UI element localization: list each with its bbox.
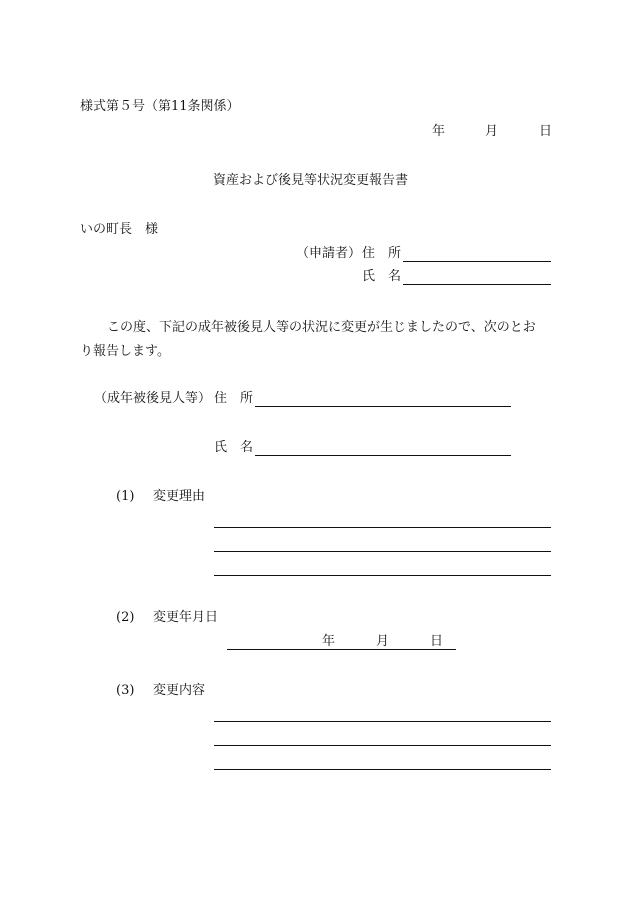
change-date-day-label: 日 <box>430 634 444 649</box>
ward-name-label: 氏 名 <box>214 440 254 455</box>
change-reason-line-3[interactable] <box>214 575 551 576</box>
change-contents-line-2[interactable] <box>214 745 551 746</box>
item-1-number: (1) <box>116 489 135 504</box>
change-contents-line-3[interactable] <box>214 769 551 770</box>
date-month-label: 月 <box>485 124 499 139</box>
ward-address-label: 住 所 <box>214 391 254 406</box>
change-contents-line-1[interactable] <box>214 721 551 722</box>
body-text-line-1: この度、下記の成年被後見人等の状況に変更が生じましたので、次のとお <box>107 320 536 335</box>
body-text-line-2: り報告します。 <box>80 344 170 359</box>
change-date-month-label: 月 <box>376 634 390 649</box>
item-1-label: 変更理由 <box>153 489 206 504</box>
item-3-label: 変更内容 <box>153 683 206 698</box>
item-3-number: (3) <box>116 683 135 698</box>
applicant-name-field[interactable] <box>403 284 551 285</box>
applicant-role-label: （申請者） <box>296 246 362 261</box>
addressee: いの町長 様 <box>80 222 159 237</box>
item-2-label: 変更年月日 <box>153 610 219 625</box>
document-title: 資産および後見等状況変更報告書 <box>213 173 409 188</box>
change-reason-line-1[interactable] <box>214 527 551 528</box>
form-number: 様式第５号（第11条関係） <box>80 99 240 114</box>
item-2-number: (2) <box>116 610 135 625</box>
date-day-label: 日 <box>539 124 553 139</box>
change-reason-line-2[interactable] <box>214 551 551 552</box>
change-date-year-label: 年 <box>322 634 336 649</box>
applicant-name-label: 氏 名 <box>362 269 402 284</box>
applicant-address-field[interactable] <box>403 261 551 262</box>
ward-address-field[interactable] <box>255 406 511 407</box>
ward-name-field[interactable] <box>255 455 511 456</box>
ward-role-label: （成年被後見人等） <box>94 391 212 406</box>
date-year-label: 年 <box>432 124 446 139</box>
applicant-address-label: 住 所 <box>362 246 402 261</box>
change-date-field[interactable] <box>227 649 456 650</box>
